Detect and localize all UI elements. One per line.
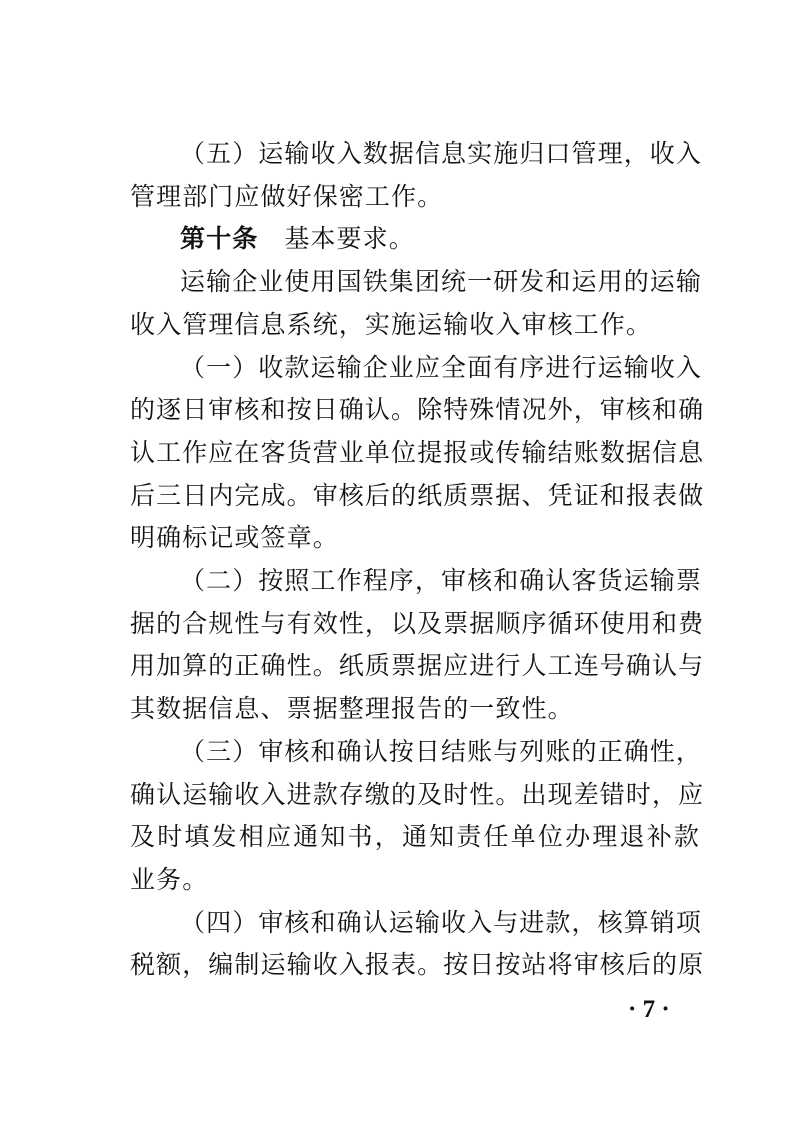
article-number: 第十条 (180, 224, 259, 254)
text-line: 据的合规性与有效性，以及票据顺序循环使用和费 (130, 608, 705, 638)
text-line: 运输企业使用国铁集团统一研发和运用的运输 (180, 267, 703, 297)
text-line: 其数据信息、票据整理报告的一致性。 (130, 694, 574, 724)
article-heading (130, 218, 700, 261)
text-line: （五）运输收入数据信息实施归口管理，收入 (180, 139, 703, 168)
text-line: 收入管理信息系统，实施运输收入审核工作。 (130, 309, 653, 339)
text-line: （一）收款运输企业应全面有序进行运输收入 (180, 352, 703, 382)
text-line: 确认运输收入进款存缴的及时性。出现差错时，应 (130, 779, 705, 809)
paragraph-item-1 (130, 347, 705, 561)
text-line: （三）审核和确认按日结账与列账的正确性， (180, 736, 703, 766)
text-line: 管理部门应做好保密工作。 (130, 181, 444, 211)
text-line: （四）审核和确认运输收入与进款，核算销项 (180, 907, 703, 937)
page-number: · 7 · (628, 996, 670, 1023)
paragraph-item-4 (130, 902, 705, 987)
text-line: 及时填发相应通知书，通知责任单位办理退补款 (130, 822, 700, 852)
text-line: 业务。 (130, 864, 209, 894)
document-page (130, 133, 705, 987)
article-title: 基本要求。 (284, 224, 415, 254)
text-line: 认工作应在客货营业单位提报或传输结账数据信息 (130, 437, 705, 467)
paragraph-item-2 (130, 560, 705, 731)
text-line: （二）按照工作程序，审核和确认客货运输票 (180, 566, 703, 596)
paragraph-intro (130, 261, 703, 346)
text-line: 税额，编制运输收入报表。按日按站将审核后的原 (130, 950, 705, 980)
paragraph-item-5 (130, 133, 703, 218)
text-line: 的逐日审核和按日确认。除特殊情况外，审核和确 (130, 395, 705, 425)
paragraph-item-3 (130, 731, 705, 902)
text-line: 后三日内完成。审核后的纸质票据、凭证和报表做 (130, 480, 705, 510)
text-line: 用加算的正确性。纸质票据应进行人工连号确认与 (130, 651, 705, 681)
text-line: 明确标记或签章。 (130, 523, 339, 553)
